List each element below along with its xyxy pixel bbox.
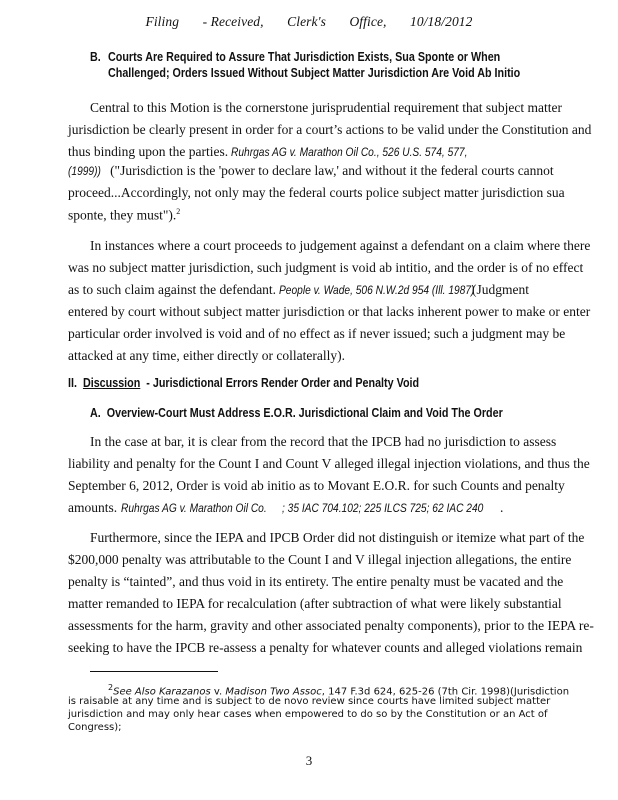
- para1-line6: [68, 207, 180, 224]
- section-b-title-line1: Courts Are Required to Assure That Jurisdiction Exists, Sua Sponte or When: [108, 50, 501, 64]
- footnote-line3: jurisdiction and may only hear cases when empowered to do so by the Constitution or an Act of: [68, 709, 548, 720]
- para4-line1: Furthermore, since the IEPA and IPCB Order did not distinguish or itemize what part of the: [90, 530, 585, 545]
- para4-line6: seeking to have the IPCB re-assess a penalty for whatever counts and alleged violations remain: [68, 640, 583, 655]
- para4-line3: penalty is “tainted”, and thus void in its entirety. The entire penalty must be vacated and the: [68, 574, 564, 589]
- para2-line1: In instances where a court proceeds to judgement against a defendant on a claim where there: [90, 238, 591, 253]
- para1-citation-ruhrgas: Ruhrgas AG v. Marathon Oil Co., 526 U.S. 574, 577,: [231, 145, 468, 159]
- section-b-label: B.: [90, 50, 101, 64]
- para2-line3: [68, 282, 509, 298]
- section-ii-title-underlined: Discussion: [82, 376, 141, 390]
- header-date: 10/18/2012: [410, 14, 473, 29]
- footnote-text1: , 147 F.3d 624, 625-26 (7th Cir. 1998)(Jurisdiction: [321, 686, 570, 698]
- para3-line1: In the case at bar, it is clear from the record that the IPCB had no jurisdiction to assess: [90, 434, 557, 449]
- para2-line2: was no subject matter jurisdiction, such judgment is void ab intitio, and the order is of no effect: [68, 260, 584, 275]
- header-filing: Filing: [145, 14, 180, 29]
- para3-line3: September 6, 2012, Order is void ab initio as to Movant E.O.R. for such Counts and penalty: [68, 478, 565, 493]
- para3-line4-end: .: [500, 500, 504, 515]
- header-office: Office,: [349, 14, 387, 29]
- para2-line4: entered by court without subject matter jurisdiction or that lacks inherent power to make or enter: [68, 304, 591, 319]
- para3-citation-statutes: ; 35 IAC 704.102; 225 ILCS 725; 62 IAC 240: [282, 501, 484, 515]
- para1-line4-text: ("Jurisdiction is the 'power to declare law,' and without it the federal courts cannot: [110, 163, 554, 178]
- footnote-citation-karazanos: See Also Karazanos: [113, 686, 211, 698]
- para1-citation-year: (1999)): [68, 164, 101, 178]
- footnote-line4: Congress);: [68, 722, 122, 733]
- para2-line5: particular order involved is void and of no effect as if never issued; such a judgment may be: [68, 326, 566, 341]
- section-a-title: Overview-Court Must Address E.O.R. Jurisdictional Claim and Void The Order: [106, 406, 503, 420]
- footnote-reference[interactable]: 2: [176, 207, 181, 216]
- footnote-line2: is raisable at any time and is subject to de novo review since courts have limited subject matter: [68, 696, 551, 707]
- para3-line4-cites: [282, 500, 519, 516]
- para1-line4: [68, 163, 554, 179]
- footnote-citation-madison: Madison Two Assoc: [225, 686, 322, 698]
- para2-citation-wade: People v. Wade, 506 N.W.2d 954 (Ill. 1987): [279, 283, 475, 297]
- filing-header: [0, 14, 618, 30]
- para4-line2: $200,000 penalty was attributable to the Count I and V illegal injection allegations, the entire: [68, 552, 572, 567]
- section-ii-title-rest: - Jurisdictional Errors Render Order and Penalty Void: [146, 376, 420, 390]
- para1-line3: [68, 144, 510, 160]
- header-received: - Received,: [202, 14, 264, 29]
- section-a-label: A.: [90, 406, 101, 420]
- page-number: 3: [305, 753, 313, 768]
- para2-line3-tail: (Judgment: [472, 282, 529, 297]
- footnote-v: v.: [210, 686, 226, 698]
- para1-line2: jurisdiction be clearly present in order for a court’s actions to be valid under the Constitution and: [68, 122, 592, 137]
- section-ii-heading: [68, 376, 419, 390]
- para1-line6-text: sponte, they must").: [68, 207, 177, 223]
- header-clerks: Clerk's: [287, 14, 326, 29]
- footnote-mark: 2: [108, 683, 114, 692]
- para1-line5: proceed...Accordingly, not only may the federal courts police subject matter jurisdiction sua: [68, 185, 565, 200]
- para3-citation-ruhrgas: Ruhrgas AG v. Marathon Oil Co.: [120, 501, 267, 515]
- para1-line3-text: thus binding upon the parties.: [68, 144, 229, 159]
- para2-line6: attacked at any time, either directly or collaterally).: [68, 348, 345, 363]
- section-b-title-line2: Challenged; Orders Issued Without Subject Matter Jurisdiction Are Void Ab Initio: [108, 66, 521, 80]
- section-ii-label: II.: [68, 376, 77, 390]
- para1-line1: Central to this Motion is the cornerstone jurisprudential requirement that subject matter: [90, 100, 563, 115]
- para3-line2: liability and penalty for the Count I and Count V alleged illegal injection violations, and thus the: [68, 456, 590, 471]
- para3-line4-text: amounts.: [68, 500, 118, 515]
- para4-line5: assessments for the harm, gravity and other associated penalty components), prior to the IEPA re-: [68, 618, 594, 633]
- para3-line4: [68, 500, 292, 516]
- footnote-separator: [90, 671, 218, 672]
- para4-line4: matter remanded to IEPA for recalculation (after subtraction of what were likely substantial: [68, 596, 562, 611]
- section-a-heading: [90, 406, 503, 420]
- para2-line3-text: as to such claim against the defendant.: [68, 282, 277, 297]
